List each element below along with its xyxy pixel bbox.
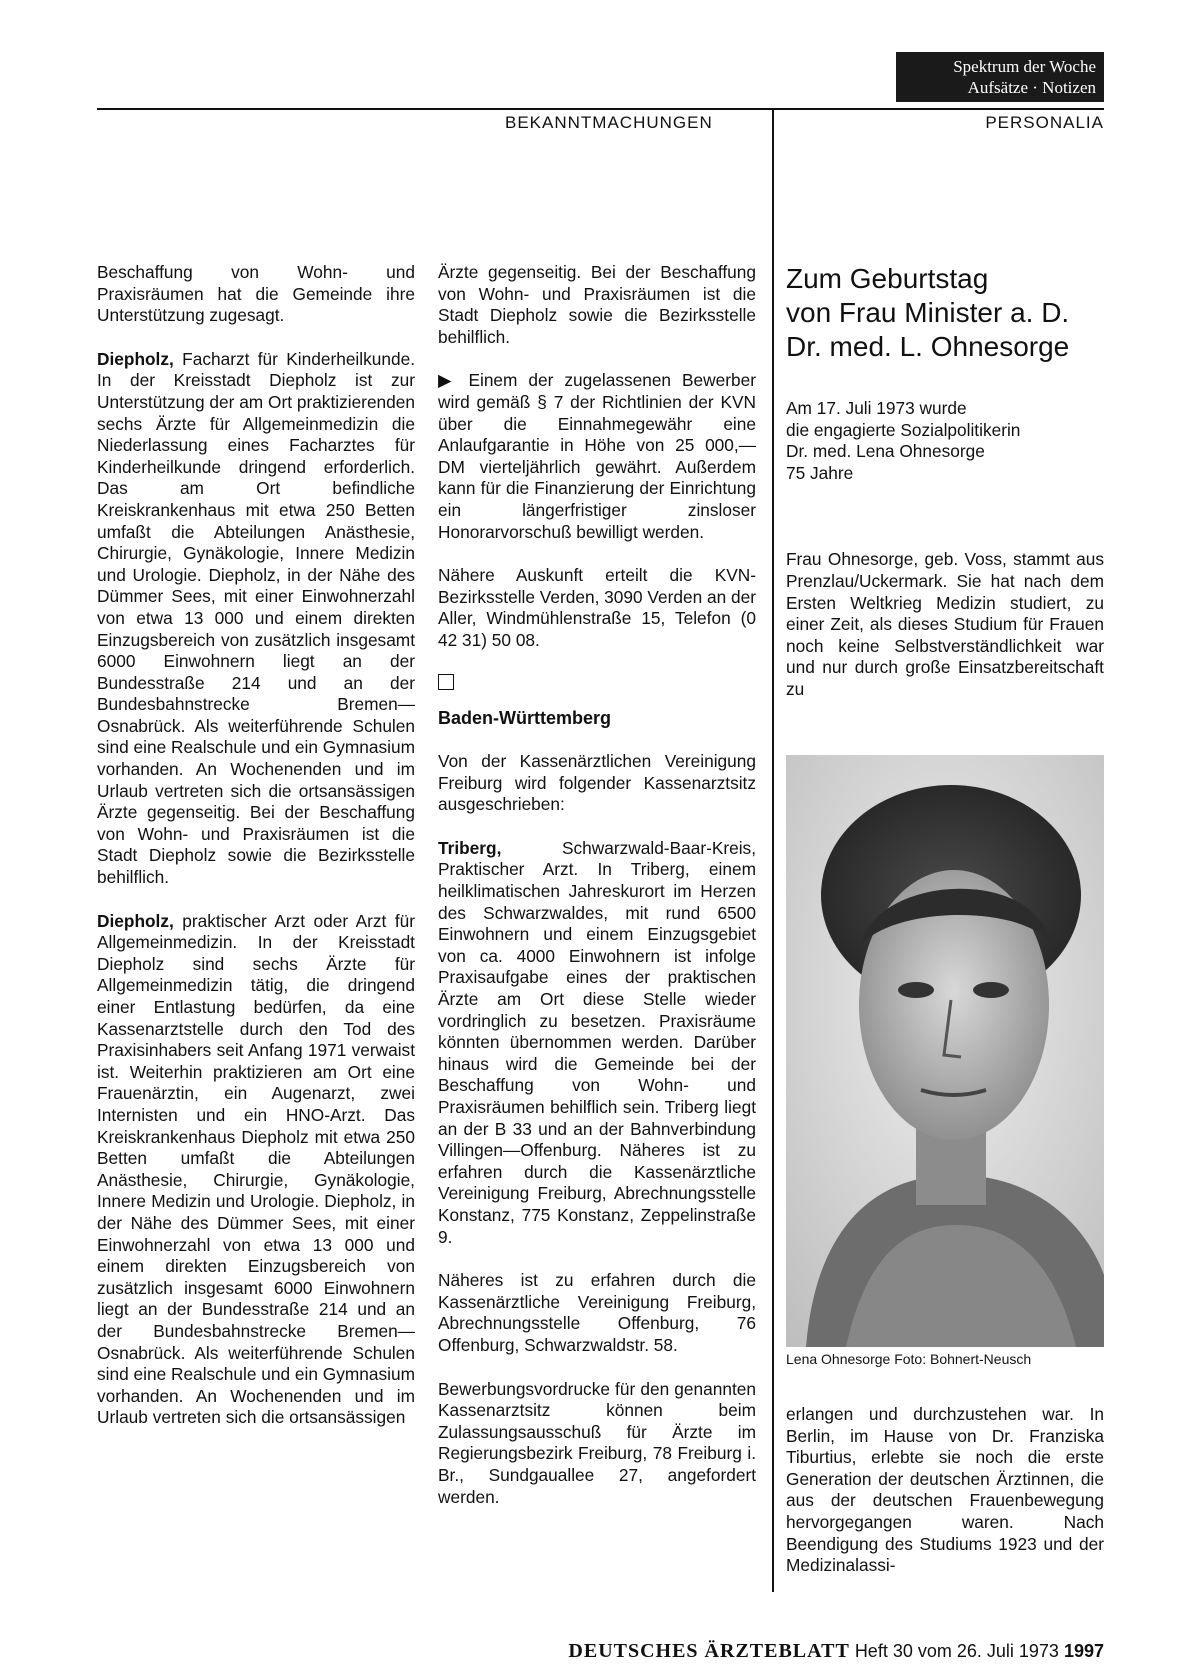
section-header-right: PERSONALIA [985,113,1104,132]
paragraph: Triberg, Schwarzwald-Baar-Kreis, Praktischer Arzt. In Triberg, einem heilklimatischen Jahreskurort im Herzen des Schwarzwaldes, mit rund 6500 Einwohnern und einem Einzugsgebiet von ca. 4000 Einwohnern ist infolge Praxisaufgabe eines der praktischen Ärzte am Ort diese Stelle wieder vordringlich zu besetzen. Praxisräume könnten übernommen werden. Darüber hinaus wird die Gemeinde bei der Beschaffung von Wohn- und Praxisräumen behilflich sein. Triberg liegt an der B 33 und an der Bahnverbindung Villingen—Offenburg. Näheres ist zu erfahren durch die Kassenärztliche Vereinigung Freiburg, Abrechnungsstelle Konstanz, 775 Konstanz, Zeppelinstraße 9. [438,837,756,1247]
paragraph: Näheres ist zu erfahren durch die Kassenärztliche Vereinigung Freiburg, Abrechnungsstelle Offenburg, 76 Offenburg, Schwarzwaldstr. 58. [438,1270,756,1355]
column-3 [786,262,1104,723]
header-rule [97,108,1104,110]
badge-line-1: Spektrum der Woche [953,57,1096,76]
badge-line-2: Aufsätze · Notizen [967,78,1096,97]
column-divider [772,108,774,1592]
paragraph: Nähere Auskunft erteilt die KVN-Bezirksstelle Verden, 3090 Verden an der Aller, Windmühlenstraße 15, Telefon (0 42 31) 50 08. [438,565,756,650]
photo-caption: Lena Ohnesorge Foto: Bohnert-Neusch [786,1351,1032,1367]
column-3-continued [786,1404,1104,1599]
paragraph: Frau Ohnesorge, geb. Voss, stammt aus Prenzlau/Uckermark. Sie hat nach dem Ersten Weltkrieg Medizin studiert, zu einer Zeit, als dieses Studium für Frauen noch keine Selbstverständlichkeit war und nur durch große Einsatzbereitschaft zu [786,549,1104,699]
page-footer [0,1640,1104,1663]
paragraph: Diepholz, praktischer Arzt oder Arzt für Allgemeinmedizin. In der Kreisstadt Diepholz sind sechs Ärzte für Allgemeinmedizin tätig, die dringend einer Entlastung bedürfen, da eine Kassenarztstelle durch den Tod des Praxisinhabers seit Anfang 1971 verwaist ist. Weiterhin praktizieren am Ort eine Frauenärztin, ein Augenarzt, zwei Internisten und ein HNO-Arzt. Das Kreiskrankenhaus Diepholz mit etwa 250 Betten umfaßt die Abteilungen Anästhesie, Chirurgie, Gynäkologie, Innere Medizin und Urologie. Diepholz, in der Nähe des Dümmer Sees, mit einer Einwohnerzahl von etwa 13 000 und einem direkten Einzugsbereich von zusätzlich insgesamt 6000 Einwohnern liegt an der Bundesstraße 214 und an der Bundesbahnstrecke Bremen—Osnabrück. Als weiterführende Schulen sind eine Realschule und ein Gymnasium vorhanden. An Wochenenden und im Urlaub vertreten sich die ortsansässigen [97,910,415,1428]
paragraph: ▶ Einem der zugelassenen Bewerber wird gemäß § 7 der Richtlinien der KVN über die Einnahmegewähr eine Anlaufgarantie in Höhe von 25 000,— DM vierteljährlich gewährt. Außerdem kann für die Finanzierung der Einrichtung ein längerfristiger zinsloser Honorarvorschuß bewilligt werden. [438,370,756,542]
region-heading: Baden-Württemberg [438,707,612,728]
article-intro: Am 17. Juli 1973 wurde die engagierte Sozialpolitikerin Dr. med. Lena Ohnesorge 75 Jahre [786,398,1021,483]
place-name: Triberg, [438,837,502,858]
place-name: Diepholz, [97,910,174,931]
paragraph: erlangen und durchzustehen war. In Berlin, im Hause von Dr. Franziska Tiburtius, erlebte sie noch die erste Generation der deutschen Ärztinnen, die aus der deutschen Frauenbewegung hervorgegangen waren. Nach Beendigung des Studiums 1923 und der Medizinalassi- [786,1404,1104,1576]
column-1 [97,262,415,1451]
portrait-photo [786,755,1104,1347]
article-title: Zum Geburtstag von Frau Minister a. D. Dr. med. L. Ohnesorge [786,263,1070,362]
paragraph: Von der Kassenärztlichen Vereinigung Freiburg wird folgender Kassenarztsitz ausgeschrieben: [438,751,756,815]
paragraph: Bewerbungsvordrucke für den genannten Kassenarztsitz können beim Zulassungsausschuß für Ärzte im Regierungsbezirk Freiburg, 78 Freiburg i. Br., Sundgauallee 27, angefordert werden. [438,1378,756,1507]
section-header-left: BEKANNTMACHUNGEN [505,113,713,132]
page-number: 1997 [1063,1641,1104,1661]
paragraph: Beschaffung von Wohn- und Praxisräumen hat die Gemeinde ihre Unterstützung zugesagt. [97,262,415,326]
issue-info: Heft 30 vom 26. Juli 1973 [854,1641,1059,1661]
end-of-section-box [438,674,454,690]
paragraph: Ärzte gegenseitig. Bei der Beschaffung von Wohn- und Praxisräumen ist die Stadt Diepholz sowie die Bezirksstelle behilflich. [438,262,756,347]
place-name: Diepholz, [97,348,174,369]
column-2 [438,262,756,1530]
magazine-name: DEUTSCHES ÄRZTEBLATT [568,1640,850,1662]
section-badge [896,52,1104,102]
paragraph: Diepholz, Facharzt für Kinderheilkunde. In der Kreisstadt Diepholz ist zur Unterstützung der am Ort praktizierenden sechs Ärzte für Allgemeinmedizin die Niederlassung eines Facharztes für Kinderheilkunde dringend erforderlich. Das am Ort befindliche Kreiskrankenhaus mit etwa 250 Betten umfaßt die Abteilungen Anästhesie, Chirurgie, Gynäkologie, Innere Medizin und Urologie. Diepholz, in der Nähe des Dümmer Sees, mit einer Einwohnerzahl von etwa 13 000 und einem direkten Einzugsbereich von zusätzlich insgesamt 6000 Einwohnern liegt an der Bundesstraße 214 und an der Bundesbahnstrecke Bremen—Osnabrück. Als weiterführende Schulen sind eine Realschule und ein Gymnasium vorhanden. An Wochenenden und im Urlaub vertreten sich die ortsansässigen Ärzte gegenseitig. Bei der Beschaffung von Wohn- und Praxisräumen ist die Stadt Diepholz sowie die Bezirksstelle behilflich. [97,348,415,888]
